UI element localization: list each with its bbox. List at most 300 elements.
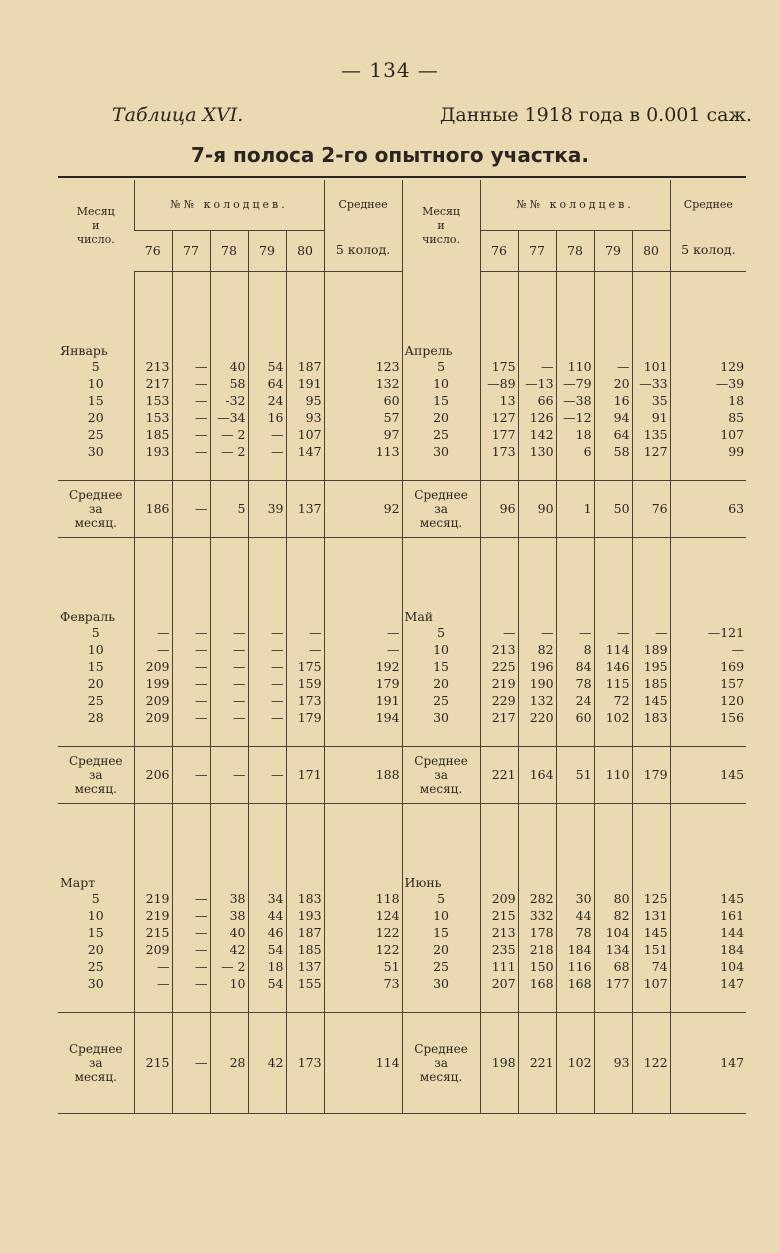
- empty-cell: [324, 726, 402, 747]
- value-cell: —: [172, 392, 210, 409]
- empty-cell: [594, 868, 632, 890]
- value-cell: 177: [594, 975, 632, 992]
- value-cell: 217: [480, 709, 518, 726]
- header-wells-left: №№ колодцев.: [134, 180, 324, 230]
- value-cell: 147: [670, 975, 746, 992]
- empty-cell: [402, 460, 480, 481]
- table-label: Таблица XVI.: [112, 104, 244, 126]
- avg-value: 206: [134, 746, 172, 803]
- empty-cell: [134, 726, 172, 747]
- day-label: 25: [87, 692, 104, 708]
- empty-cell: [286, 992, 324, 1013]
- value-cell: 215: [480, 907, 518, 924]
- table-row: [58, 375, 746, 392]
- value-cell: 191: [286, 375, 324, 392]
- empty-cell: [248, 271, 286, 336]
- value-cell: —39: [670, 375, 746, 392]
- value-cell: —: [210, 692, 248, 709]
- empty-cell: [210, 726, 248, 747]
- value-cell: —: [248, 675, 286, 692]
- empty-cell: [556, 992, 594, 1013]
- empty-cell: [286, 271, 324, 336]
- empty-cell: [480, 271, 518, 336]
- empty-cell: [324, 460, 402, 481]
- value-cell: —: [248, 426, 286, 443]
- value-cell: 189: [632, 641, 670, 658]
- empty-cell: [172, 271, 210, 336]
- value-cell: — 2: [210, 426, 248, 443]
- day-label: 5: [91, 624, 100, 640]
- empty-cell: [632, 868, 670, 890]
- day-label: 10: [87, 375, 104, 391]
- value-cell: 187: [286, 924, 324, 941]
- empty-cell: [210, 803, 248, 868]
- value-cell: 219: [480, 675, 518, 692]
- empty-cell: [670, 992, 746, 1013]
- value-cell: —: [248, 709, 286, 726]
- day-label: 10: [402, 375, 480, 392]
- empty-cell: [134, 537, 172, 602]
- value-cell: 78: [556, 675, 594, 692]
- value-cell: 156: [670, 709, 746, 726]
- value-cell: 153: [134, 409, 172, 426]
- value-cell: 16: [248, 409, 286, 426]
- value-cell: —: [134, 624, 172, 641]
- empty-cell: [172, 868, 210, 890]
- value-cell: 60: [556, 709, 594, 726]
- data-table: [58, 180, 746, 1114]
- value-cell: —12: [556, 409, 594, 426]
- monthly-average-row: [58, 1012, 746, 1113]
- value-cell: —: [670, 641, 746, 658]
- value-cell: —: [172, 692, 210, 709]
- avg-value: 186: [134, 480, 172, 537]
- avg-value: —: [172, 480, 210, 537]
- value-cell: 173: [286, 692, 324, 709]
- empty-cell: [172, 537, 210, 602]
- monthly-average-row: [58, 746, 746, 803]
- month-row: [58, 336, 746, 358]
- day-label: 15: [87, 658, 104, 674]
- empty-cell: [556, 868, 594, 890]
- value-cell: —: [172, 924, 210, 941]
- day-label: 25: [402, 426, 480, 443]
- value-cell: 38: [210, 890, 248, 907]
- value-cell: 78: [556, 924, 594, 941]
- empty-cell: [670, 271, 746, 336]
- empty-cell: [632, 726, 670, 747]
- avg-value: 63: [670, 480, 746, 537]
- empty-cell: [134, 992, 172, 1013]
- empty-cell: [556, 271, 594, 336]
- value-cell: 54: [248, 975, 286, 992]
- empty-cell: [556, 336, 594, 358]
- value-cell: 93: [286, 409, 324, 426]
- empty-cell: [248, 868, 286, 890]
- table-row: [58, 641, 746, 658]
- empty-cell: [480, 537, 518, 602]
- value-cell: 34: [248, 890, 286, 907]
- empty-cell: [134, 868, 172, 890]
- value-cell: 134: [594, 941, 632, 958]
- empty-cell: [670, 537, 746, 602]
- value-cell: 192: [324, 658, 402, 675]
- value-cell: 94: [594, 409, 632, 426]
- empty-cell: [134, 336, 172, 358]
- value-cell: 120: [670, 692, 746, 709]
- empty-cell: [518, 726, 556, 747]
- value-cell: 219: [134, 907, 172, 924]
- avg-value: 96: [480, 480, 518, 537]
- value-cell: 217: [134, 375, 172, 392]
- avg-value: 50: [594, 480, 632, 537]
- day-label: 15: [87, 924, 104, 940]
- value-cell: 130: [518, 443, 556, 460]
- value-cell: 169: [670, 658, 746, 675]
- empty-cell: [286, 726, 324, 747]
- avg-value: 137: [286, 480, 324, 537]
- empty-cell: [556, 726, 594, 747]
- avg-value: 179: [632, 746, 670, 803]
- empty-cell: [324, 336, 402, 358]
- empty-cell: [134, 602, 172, 624]
- avg-value: —: [248, 746, 286, 803]
- value-cell: 107: [286, 426, 324, 443]
- avg-value: 5: [210, 480, 248, 537]
- value-cell: 104: [670, 958, 746, 975]
- empty-cell: [632, 271, 670, 336]
- value-cell: —: [248, 658, 286, 675]
- value-cell: 213: [480, 924, 518, 941]
- month-label: Июнь: [402, 868, 480, 890]
- avg-value: 171: [286, 746, 324, 803]
- avg-value: 28: [210, 1012, 248, 1113]
- value-cell: —121: [670, 624, 746, 641]
- value-cell: 135: [632, 426, 670, 443]
- empty-cell: [210, 992, 248, 1013]
- value-cell: —: [172, 624, 210, 641]
- value-cell: —: [172, 709, 210, 726]
- month-row: [58, 602, 746, 624]
- empty-cell: [518, 271, 556, 336]
- value-cell: 101: [632, 358, 670, 375]
- value-cell: —: [324, 641, 402, 658]
- value-cell: 20: [594, 375, 632, 392]
- day-label: 25: [87, 958, 104, 974]
- empty-cell: [480, 602, 518, 624]
- empty-cell: [594, 537, 632, 602]
- empty-cell: [670, 726, 746, 747]
- value-cell: — 2: [210, 958, 248, 975]
- value-cell: 195: [632, 658, 670, 675]
- value-cell: 10: [210, 975, 248, 992]
- value-cell: 64: [248, 375, 286, 392]
- month-label: Май: [402, 602, 480, 624]
- value-cell: —: [172, 907, 210, 924]
- empty-cell: [594, 992, 632, 1013]
- value-cell: 80: [594, 890, 632, 907]
- empty-cell: [324, 868, 402, 890]
- day-label: 20: [87, 675, 104, 691]
- avg-value: 188: [324, 746, 402, 803]
- empty-cell: [134, 271, 172, 336]
- empty-cell: [518, 868, 556, 890]
- day-label: 5: [402, 890, 480, 907]
- table-row: [58, 975, 746, 992]
- empty-cell: [248, 726, 286, 747]
- value-cell: 114: [594, 641, 632, 658]
- page-number: — 134 —: [341, 58, 439, 82]
- avg-value: 51: [556, 746, 594, 803]
- table-row: [58, 890, 746, 907]
- empty-cell: [248, 336, 286, 358]
- value-cell: 18: [556, 426, 594, 443]
- empty-cell: [324, 602, 402, 624]
- empty-cell: [670, 868, 746, 890]
- empty-cell: [556, 537, 594, 602]
- value-cell: 142: [518, 426, 556, 443]
- day-label: 28: [87, 709, 104, 725]
- value-cell: 183: [286, 890, 324, 907]
- value-cell: —: [248, 624, 286, 641]
- value-cell: 159: [286, 675, 324, 692]
- header-avg-right: Среднее: [670, 180, 746, 230]
- empty-cell: [594, 271, 632, 336]
- empty-cell: [518, 460, 556, 481]
- empty-cell: [210, 271, 248, 336]
- avg-value: 76: [632, 480, 670, 537]
- empty-cell: [286, 803, 324, 868]
- table-row: [58, 958, 746, 975]
- avg-value: 198: [480, 1012, 518, 1113]
- value-cell: 99: [670, 443, 746, 460]
- empty-cell: [210, 460, 248, 481]
- avg-value: 92: [324, 480, 402, 537]
- empty-cell: [286, 460, 324, 481]
- value-cell: — 2: [210, 443, 248, 460]
- empty-cell: [632, 336, 670, 358]
- value-cell: 129: [670, 358, 746, 375]
- value-cell: 95: [286, 392, 324, 409]
- table-row: [58, 537, 746, 602]
- empty-cell: [248, 602, 286, 624]
- table-row: [58, 460, 746, 481]
- day-label: 25: [87, 426, 104, 442]
- well-76-left: 76: [134, 230, 172, 271]
- day-label: 5: [402, 358, 480, 375]
- empty-cell: [556, 602, 594, 624]
- empty-cell: [58, 726, 134, 747]
- empty-cell: [480, 803, 518, 868]
- table-row: [58, 692, 746, 709]
- value-cell: 102: [594, 709, 632, 726]
- value-cell: 122: [324, 941, 402, 958]
- empty-cell: [248, 460, 286, 481]
- value-cell: 116: [556, 958, 594, 975]
- empty-cell: [210, 537, 248, 602]
- value-cell: 168: [556, 975, 594, 992]
- value-cell: 332: [518, 907, 556, 924]
- value-cell: —: [172, 358, 210, 375]
- table-row: [58, 658, 746, 675]
- value-cell: 127: [632, 443, 670, 460]
- empty-cell: [402, 726, 480, 747]
- empty-cell: [518, 537, 556, 602]
- value-cell: 175: [480, 358, 518, 375]
- avg-value: 110: [594, 746, 632, 803]
- value-cell: —: [324, 624, 402, 641]
- empty-cell: [594, 336, 632, 358]
- header-avg-left: Среднее: [324, 180, 402, 230]
- value-cell: 157: [670, 675, 746, 692]
- value-cell: 115: [594, 675, 632, 692]
- well-77-left: 77: [172, 230, 210, 271]
- value-cell: —: [594, 358, 632, 375]
- empty-cell: [480, 336, 518, 358]
- value-cell: 91: [632, 409, 670, 426]
- value-cell: 144: [670, 924, 746, 941]
- value-cell: 179: [286, 709, 324, 726]
- value-cell: 145: [670, 890, 746, 907]
- avg-month-label: Среднее за месяц.: [402, 480, 480, 537]
- avg-value: 39: [248, 480, 286, 537]
- value-cell: 145: [632, 924, 670, 941]
- empty-cell: [324, 992, 402, 1013]
- table-row: [58, 907, 746, 924]
- table-row: [58, 675, 746, 692]
- empty-cell: [172, 460, 210, 481]
- value-cell: —: [210, 709, 248, 726]
- value-cell: 179: [324, 675, 402, 692]
- value-cell: 178: [518, 924, 556, 941]
- avg-value: 215: [134, 1012, 172, 1113]
- value-cell: 132: [518, 692, 556, 709]
- empty-cell: [594, 803, 632, 868]
- empty-cell: [286, 537, 324, 602]
- day-label: 30: [402, 709, 480, 726]
- well-76-right: 76: [480, 230, 518, 271]
- empty-cell: [632, 460, 670, 481]
- avg-value: 90: [518, 480, 556, 537]
- table-row: [58, 924, 746, 941]
- value-cell: 209: [480, 890, 518, 907]
- value-cell: 44: [248, 907, 286, 924]
- table-body: [58, 271, 746, 1113]
- well-79-left: 79: [248, 230, 286, 271]
- well-80-right: 80: [632, 230, 670, 271]
- value-cell: 44: [556, 907, 594, 924]
- value-cell: 207: [480, 975, 518, 992]
- value-cell: —: [172, 941, 210, 958]
- day-label: 5: [91, 358, 100, 374]
- table-subtitle: 7-я полоса 2-го опытного участка.: [191, 143, 589, 167]
- table-row: [58, 941, 746, 958]
- value-cell: 131: [632, 907, 670, 924]
- value-cell: —: [172, 375, 210, 392]
- value-cell: 66: [518, 392, 556, 409]
- month-label: Январь: [60, 342, 108, 358]
- avg-value: 221: [480, 746, 518, 803]
- avg-month-label: Среднее за месяц.: [58, 480, 134, 537]
- empty-cell: [594, 602, 632, 624]
- value-cell: 126: [518, 409, 556, 426]
- day-label: 10: [87, 641, 104, 657]
- value-cell: 72: [594, 692, 632, 709]
- value-cell: 18: [670, 392, 746, 409]
- value-cell: 30: [556, 890, 594, 907]
- empty-cell: [210, 602, 248, 624]
- empty-cell: [286, 868, 324, 890]
- header-month-right: Месяц и число.: [402, 180, 480, 271]
- header-avg-5-left: 5 колод.: [324, 230, 402, 271]
- day-label: 15: [87, 392, 104, 408]
- value-cell: —: [286, 624, 324, 641]
- empty-cell: [402, 271, 480, 336]
- value-cell: 40: [210, 924, 248, 941]
- day-label: 15: [402, 658, 480, 675]
- value-cell: 209: [134, 692, 172, 709]
- value-cell: 13: [480, 392, 518, 409]
- value-cell: 225: [480, 658, 518, 675]
- empty-cell: [172, 803, 210, 868]
- value-cell: 185: [632, 675, 670, 692]
- value-cell: 42: [210, 941, 248, 958]
- value-cell: 54: [248, 941, 286, 958]
- value-cell: —34: [210, 409, 248, 426]
- value-cell: —89: [480, 375, 518, 392]
- value-cell: —: [632, 624, 670, 641]
- value-cell: 183: [632, 709, 670, 726]
- value-cell: —: [172, 409, 210, 426]
- monthly-average-row: [58, 480, 746, 537]
- value-cell: 184: [556, 941, 594, 958]
- empty-cell: [518, 992, 556, 1013]
- day-label: 20: [402, 409, 480, 426]
- table-row: [58, 426, 746, 443]
- empty-cell: [518, 803, 556, 868]
- value-cell: 58: [210, 375, 248, 392]
- empty-cell: [402, 992, 480, 1013]
- value-cell: —: [248, 692, 286, 709]
- table-row: [58, 992, 746, 1013]
- value-cell: 54: [248, 358, 286, 375]
- value-cell: —: [172, 443, 210, 460]
- empty-cell: [172, 336, 210, 358]
- value-cell: —: [172, 658, 210, 675]
- value-cell: 168: [518, 975, 556, 992]
- value-cell: 6: [556, 443, 594, 460]
- table-row: [58, 803, 746, 868]
- value-cell: 8: [556, 641, 594, 658]
- empty-cell: [58, 537, 134, 602]
- table-row: [58, 726, 746, 747]
- well-78-left: 78: [210, 230, 248, 271]
- value-cell: —: [134, 975, 172, 992]
- day-label: 30: [87, 443, 104, 459]
- day-label: 30: [402, 443, 480, 460]
- value-cell: 190: [518, 675, 556, 692]
- value-cell: 113: [324, 443, 402, 460]
- day-label: 25: [402, 692, 480, 709]
- empty-cell: [286, 602, 324, 624]
- day-label: 10: [87, 907, 104, 923]
- value-cell: —: [594, 624, 632, 641]
- empty-cell: [58, 992, 134, 1013]
- value-cell: —: [248, 443, 286, 460]
- value-cell: 209: [134, 941, 172, 958]
- day-label: 15: [402, 924, 480, 941]
- empty-cell: [670, 602, 746, 624]
